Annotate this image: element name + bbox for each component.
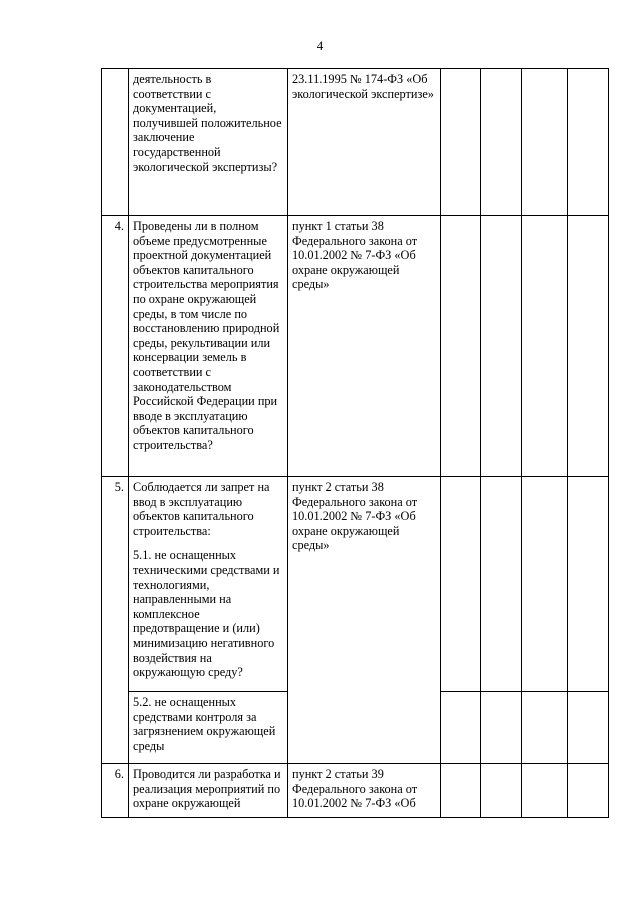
question-text: Проводится ли разработка и реализация мероприятий по охране окружающей [133,767,281,811]
reference-text: 23.11.1995 № 174-ФЗ «Об экологической экспертизе» [292,72,434,101]
table-row [102,477,609,692]
answer-yes-cell [441,69,481,216]
reference-text: пункт 1 статьи 38 Федерального закона от 10.01.2002 № 7-ФЗ «Об охране окружающей среды» [292,219,418,292]
question-text: Проведены ли в полном объеме предусмотренные проектной документацией объектов капитального строительства мероприятия по охране окружающей среды, в том числе по восстановлению природной среды, рекультивации или консервации земель в соответствии с законодательством Российской Федерации при вводе в эксплуатацию объектов капитального строительства? [133,219,280,452]
question-cell [129,69,288,216]
answer-yes-cell [441,477,481,692]
question-text: деятельность в соответствии с документацией, получившей положительное заключение государственной экологической экспертизы? [133,72,282,174]
row-number-cell: 6. [102,764,129,818]
notes-cell [568,216,609,477]
notes-cell [568,764,609,818]
answer-na-cell [522,69,568,216]
answer-yes-cell [441,216,481,477]
answer-no-cell [481,69,522,216]
reference-text: пункт 2 статьи 38 Федерального закона от 10.01.2002 № 7-ФЗ «Об охране окружающей среды» [292,480,418,553]
notes-cell [568,692,609,764]
reference-cell [288,216,441,477]
reference-cell [288,477,441,764]
page-number: 4 [316,38,324,53]
table-row [102,69,609,216]
answer-no-cell [481,477,522,692]
answer-na-cell [522,692,568,764]
answer-yes-cell [441,692,481,764]
row-number-cell: 4. [102,216,129,477]
table-row [102,216,609,477]
table-row [102,764,609,818]
row-number-cell: 5. [102,477,129,764]
answer-no-cell [481,692,522,764]
reference-cell [288,764,441,818]
answer-na-cell [522,477,568,692]
checklist-table [101,68,609,818]
reference-text: пункт 2 статьи 39 Федерального закона от 10.01.2002 № 7-ФЗ «Об [292,767,418,811]
notes-cell [568,477,609,692]
answer-no-cell [481,764,522,818]
reference-cell [288,69,441,216]
question-cell [129,764,288,818]
question-cell [129,477,288,692]
subquestion-text: 5.2. не оснащенных средствами контроля за загрязнением окружающей среды [133,695,276,753]
answer-no-cell [481,216,522,477]
answer-yes-cell [441,764,481,818]
answer-na-cell [522,216,568,477]
subquestion-text: 5.1. не оснащенных техническими средствами и технологиями, направленными на комплексное предотвращение и (или) минимизацию негативного воздействия на окружающую среду? [133,548,280,680]
question-text: Соблюдается ли запрет на ввод в эксплуатацию объектов капитального строительства: [133,480,270,538]
question-cell [129,216,288,477]
question-cell [129,692,288,764]
notes-cell [568,69,609,216]
row-number-cell [102,69,129,216]
answer-na-cell [522,764,568,818]
